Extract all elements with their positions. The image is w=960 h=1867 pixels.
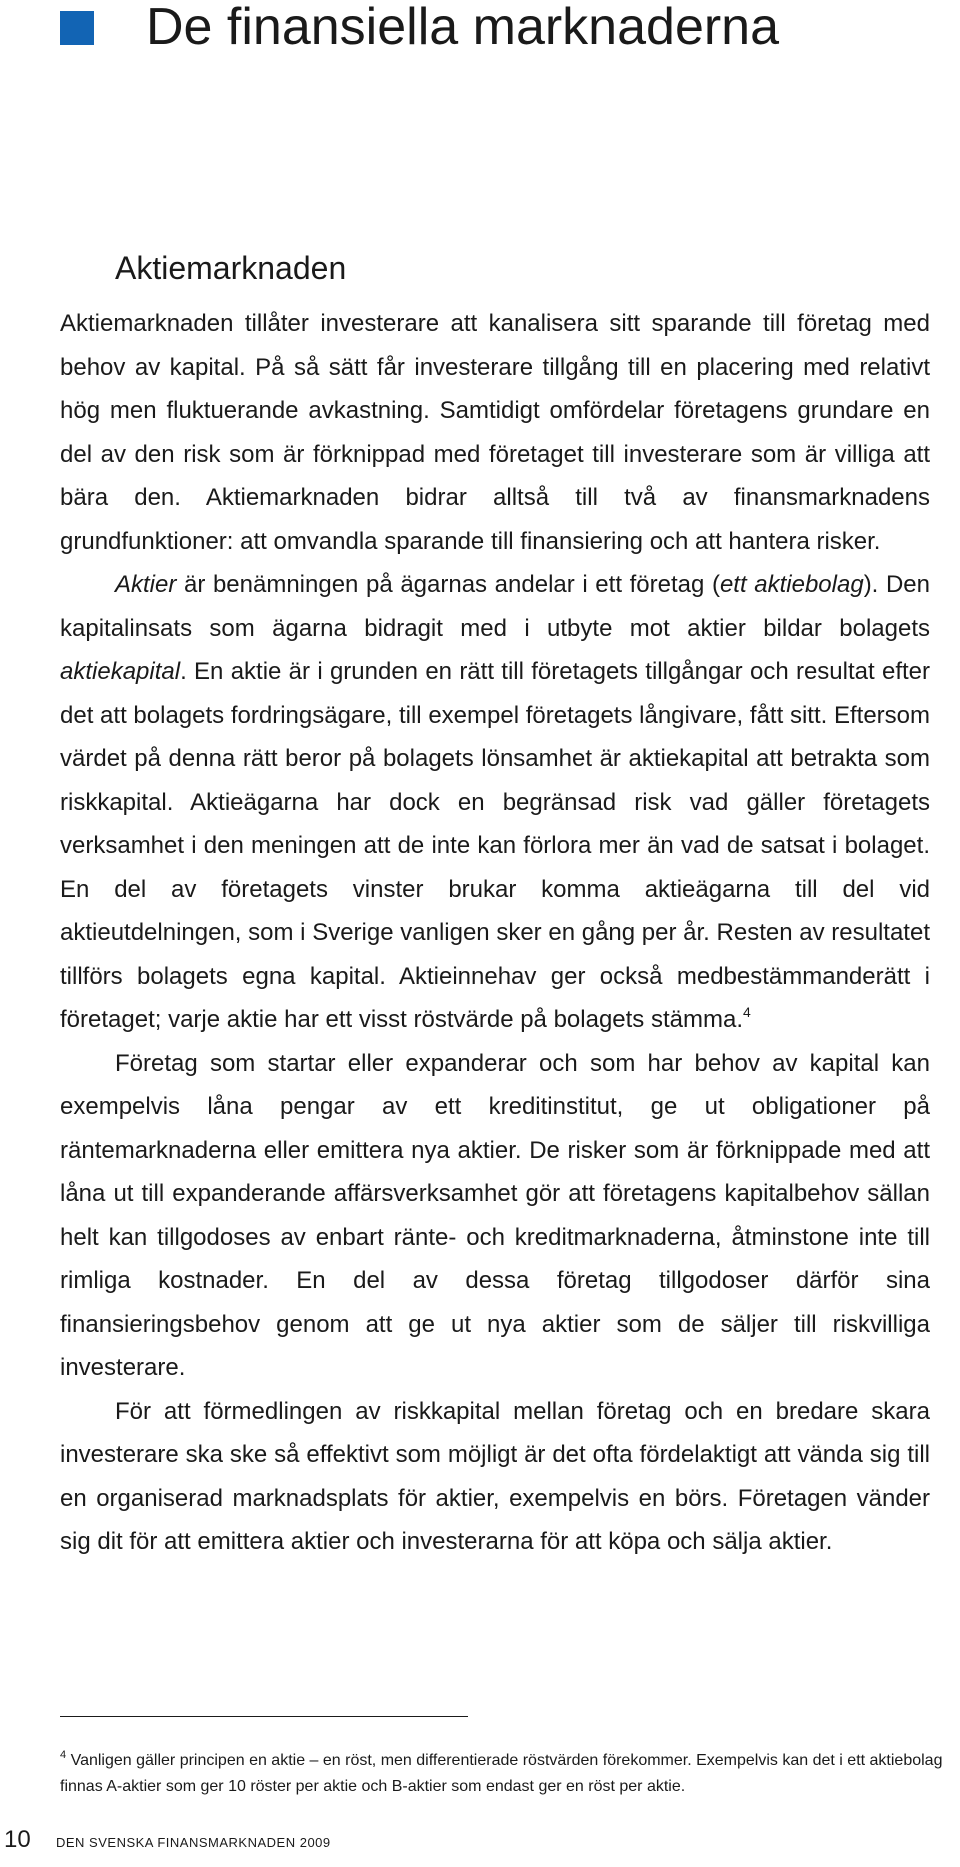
text-run: ). Den kapitalinsats som ägarna bidragit med i utbyte mot aktier bildar bolagets bbox=[60, 571, 930, 642]
chapter-marker-square bbox=[60, 11, 94, 45]
footnote bbox=[60, 1748, 950, 1800]
body-paragraph bbox=[60, 1390, 930, 1564]
section-title: Aktiemarknaden bbox=[115, 250, 347, 286]
italic-term: Aktier bbox=[115, 571, 177, 598]
chapter-header bbox=[60, 0, 779, 55]
body-paragraph bbox=[60, 302, 930, 563]
running-footer-title: DEN SVENSKA FINANSMARKNADEN 2009 bbox=[56, 1835, 331, 1850]
footnote-reference: 4 bbox=[743, 1004, 751, 1020]
text-run: är benämningen på ägarnas andelar i ett företag ( bbox=[176, 571, 720, 598]
chapter-title: De finansiella marknaderna bbox=[146, 0, 780, 56]
footnote-text: Vanligen gäller principen en aktie – en röst, men differentierade röstvärden förekommer. Exempelvis kan det i ett aktiebolag finnas A-aktier som ger 10 röster per aktie och B-aktier som endast ger en röst per aktie. bbox=[60, 1752, 943, 1795]
italic-term: ett aktiebolag bbox=[719, 571, 864, 598]
body-paragraph bbox=[60, 563, 930, 1042]
footnote-marker: 4 bbox=[60, 1749, 67, 1761]
page-footer bbox=[0, 1826, 331, 1856]
text-run: Aktiemarknaden tillåter investerare att kanalisera sitt sparande till företag med behov av kapital. På så sätt får investerare tillgång till en placering med relativt hög men fluktuerande avkastning. Samtidigt omfördelar företagens grundare en del av den risk som är förknippad med företaget till investerare som är villiga att bära den. Aktiemarknaden bidrar alltså till två av finansmarknadens grundfunktioner: att omvandla sparande till finansiering och att hantera risker. bbox=[60, 310, 930, 555]
footnote-rule bbox=[60, 1716, 468, 1717]
text-run: . En aktie är i grunden en rätt till företagets tillgångar och resultat efter det att bolagets fordringsägare, till exempel företagets långivare, fått sitt. Eftersom värdet på denna rätt beror på bolagets lönsamhet är aktiekapital att betrakta som riskkapital. Aktieägarna har dock en begränsad risk vad gäller företagets verksamhet i den meningen att de inte kan förlora mer än vad de satsat i bolaget. En del av företagets vinster brukar komma aktieägarna till del vid aktieutdelningen, som i Sverige vanligen sker en gång per år. Resten av resultatet tillförs bolagets egna kapital. Aktieinnehav ger också medbestämmanderätt i företaget; varje aktie har ett visst röstvärde på bolagets stämma. bbox=[60, 658, 930, 1033]
italic-term: aktiekapital bbox=[60, 658, 181, 685]
body-paragraph bbox=[60, 1042, 930, 1390]
body-text bbox=[60, 302, 930, 1564]
text-run: Företag som startar eller expanderar och som har behov av kapital kan exempelvis låna pengar av ett kreditinstitut, ge ut obligationer på räntemarknaderna eller emittera nya aktier. De risker som är förknippade med att låna ut till expanderande affärsverksamhet gör att företagens kapitalbehov sällan helt kan tillgodoses av enbart ränte- och kreditmarknaderna, åtminstone inte till rimliga kostnader. En del av dessa företag tillgodoser därför sina finansieringsbehov genom att ge ut nya aktier som de säljer till riskvilliga investerare. bbox=[60, 1049, 930, 1381]
text-run: För att förmedlingen av riskkapital mellan företag och en bredare skara investerare ska ske så effektivt som möjligt är det ofta fördelaktigt att vända sig till en organiserad marknadsplats för aktier, exempelvis en börs. Företagen vänder sig dit för att emittera aktier och investerarna för att köpa och sälja aktier. bbox=[60, 1397, 930, 1555]
page-number: 10 bbox=[4, 1826, 31, 1853]
